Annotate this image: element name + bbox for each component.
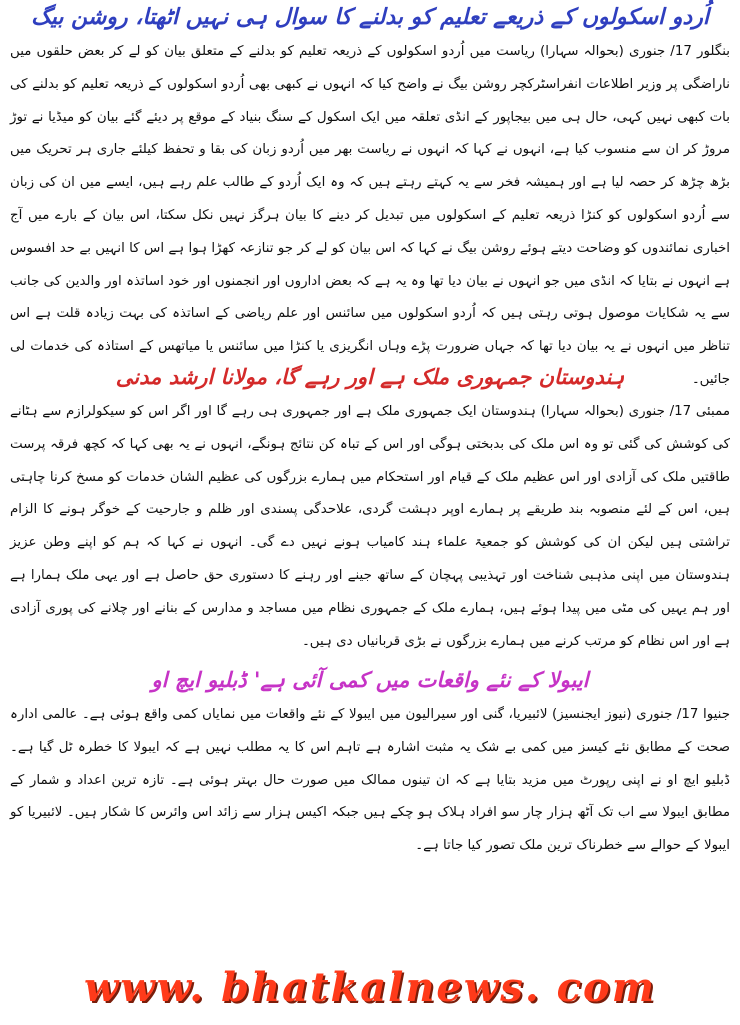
headline-ebola-decline: ایبولا کے نئے واقعات میں کمی آئی ہے' ڈبلیو ایچ او bbox=[151, 668, 589, 692]
article-body-urdu-schools: بنگلور 17/ جنوری (بحوالہ سہارا) ریاست میں اُردو اسکولوں کے ذریعہ تعلیم کو بدلنے کے متعلق بیان کو لے کر بعض حلقوں میں ناراضگی پر وزیر اطلاعات انفراسٹرکچر روشن بیگ نے واضح کیا کہ انہوں نے کبھی بھی اُردو اسکولوں کے ذریعہ تعلیم کو بدلنے کی بات کبھی نہیں کہی، حال ہی میں بیجاپور کے انڈی تعلقہ میں ایک اسکول کے سنگ بنیاد کے موقع پر دیئے گئے بیان کو میڈیا نے توڑ مروڑ کر ان سے منسوب کیا ہے، انہوں نے کہا کہ انہوں نے ریاست بھر میں اُردو زبان کی بقا و تحفظ کیلئے جاری ہر تحریک میں بڑھ چڑھ کر حصہ لیا ہے اور ہمیشہ فخر سے یہ کہتے رہتے ہیں کہ وہ ایک اُردو کے طالب علم رہے ہیں، ایسے میں ان کی زبان سے اُردو اسکولوں کو کنڑا ذریعہ تعلیم کے اسکولوں میں تبدیل کر دینے کا بیان ہرگز نہیں نکل سکتا، اس بیان کے بارے میں آج اخباری نمائندوں کو وضاحت دیتے ہوئے روشن بیگ نے کہا کہ اس بیان کو لے کر جو تنازعہ کھڑا ہوا ہے اس کا انہیں بے حد افسوس ہے انہوں نے بتایا کہ انڈی میں جو انہوں نے بیان دیا تھا وہ یہ ہے کہ بعض اداروں اور انجمنوں اور خود اساتذہ اور والدین کی جانب سے یہ شکایات موصول ہوتی رہتی ہیں کہ اُردو اسکولوں میں سائنس اور علم ریاضی کے اساتذہ کی بہت زیادہ قلت ہے اس تناظر میں انہوں نے یہ بیان دیا تھا کہ جہاں ضرورت پڑے وہاں انگریزی یا کنڑا میں سائنس یا میاتھس کے استاذہ کی خدمات لی جائیں۔ bbox=[10, 44, 730, 387]
headline-india-democracy: ہندوستان جمہوری ملک ہے اور رہے گا، مولانا ارشد مدنی bbox=[115, 365, 625, 389]
website-footer-logo: www. bhatkalnews. com bbox=[83, 964, 657, 1011]
article-body-ebola-decline: جنیوا 17/ جنوری (نیوز ایجنسیز) لائبیریا، گنی اور سیرالیون میں ایبولا کے نئے واقعات میں نمایاں کمی واقع ہوئی ہے۔ عالمی ادارہ صحت کے مطابق نئے کیسز میں کمی بے شک یہ مثبت اشارہ ہے تاہم اس کا یہ مطلب نہیں ہے کہ ایبولا کا خطرہ ٹل گیا ہے۔ ڈبلیو ایچ او نے اپنی رپورٹ میں مزید بتایا ہے کہ ان تینوں ممالک میں صورت حال بہتر ہوئی ہے۔ تازہ ترین اعداد و شمار کے مطابق ایبولا سے اب تک آٹھ ہزار چار سو افراد ہلاک ہو چکے ہیں جبکہ اکیس ہزار سے زائد اس وائرس کا شکار ہیں۔ لائبیریا کو ایبولا کے حوالے سے خطرناک ترین ملک تصور کیا جاتا ہے۔ bbox=[10, 707, 730, 854]
article-body-india-democracy: ممبئی 17/ جنوری (بحوالہ سہارا) ہندوستان ایک جمہوری ملک ہے اور جمہوری ہی رہے گا اور اگر اس کو سیکولرازم سے ہٹانے کی کوشش کی گئی تو وہ اس ملک کی بدبختی ہوگی اور اس کے تباہ کن نتائج ہونگے، انہوں نے یہ بھی کہا کہ کچھ فرقہ پرست طاقتیں ملک کی آزادی اور اس عظیم ملک کے قیام اور استحکام میں ہمارے بزرگوں کی عظیم الشان خدمات کو مسخ کرنا چاہتی ہیں، اس کے لئے منصوبہ بند طریقے پر ہمارے اوپر دہشت گردی، علاحدگی پسندی اور ظلم و جارحیت کے خوگر ہونے کا الزام تراشتی ہیں لیکن ان کی کوشش کو جمعیۃ علماء ہند کامیاب ہونے نہیں دے گی۔ انہوں نے کہا کہ ہم کو اپنے وطن عزیز ہندوستان میں اپنی مذہبی شناخت اور تہذیبی پہچان کے ساتھ جینے اور رہنے کا دستوری حق حاصل ہے اور یہی ملک ہمارا ہے اور ہم یہیں کی مٹی میں پیدا ہوئے ہیں، ہمارے ملک کے جمہوری نظام میں مساجد و مدارس کے بنانے اور چلانے کی پوری آزادی ہے اور اس نظام کو مرتب کرنے میں ہمارے بزرگوں نے بڑی قربانیاں دی ہیں۔ bbox=[10, 404, 730, 649]
headline-urdu-schools: اُردو اسکولوں کے ذریعے تعلیم کو بدلنے کا سوال ہی نہیں اٹھتا، روشن بیگ bbox=[31, 5, 709, 30]
